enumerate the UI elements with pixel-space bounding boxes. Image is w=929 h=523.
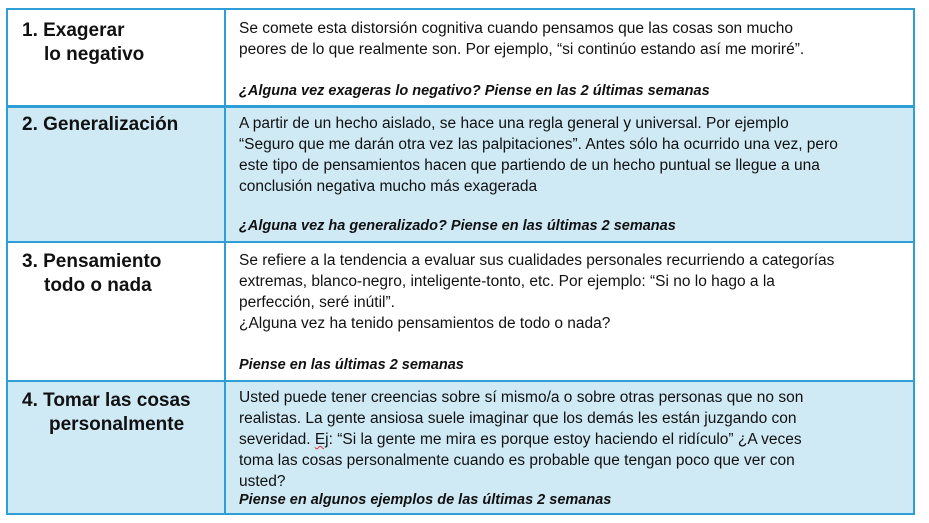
row-text-line: este tipo de pensamientos hacen que partiendo de un hecho puntual se llegue a una — [239, 157, 820, 174]
distortions-table — [6, 8, 915, 515]
row-text-line: “Seguro que me darán otra vez las palpitaciones”. Antes sólo ha ocurrido una vez, pero — [239, 136, 838, 153]
row-text-segment: : “Si la gente me mira es porque estoy haciendo el ridículo” ¿A veces — [328, 431, 802, 448]
table-row — [8, 10, 913, 108]
row-question: ¿Alguna vez ha generalizado? Piense en las últimas 2 semanas — [239, 218, 676, 234]
row-question: Piense en las últimas 2 semanas — [239, 357, 464, 373]
row-title: lo negativo — [44, 44, 145, 65]
row-text-line: extremas, blanco-negro, inteligente-tonto, etc. Por ejemplo: “Si no lo hago a la — [239, 273, 775, 290]
row-body-cell — [226, 382, 913, 513]
row-text-line — [239, 429, 802, 450]
row-question: ¿Alguna vez exageras lo negativo? Piense en las 2 últimas semanas — [239, 83, 710, 99]
row-text-line: toma las cosas personalmente cuando es probable que tengan poco que ver con — [239, 452, 795, 469]
row-text-line: usted? — [239, 473, 286, 490]
row-text-line: Se comete esta distorsión cognitiva cuando pensamos que las cosas son mucho — [239, 20, 794, 37]
row-text-line: A partir de un hecho aislado, se hace una regla general y universal. Por ejemplo — [239, 115, 789, 132]
row-title-cell — [8, 10, 226, 105]
row-text-line: ¿Alguna vez ha tenido pensamientos de todo o nada? — [239, 315, 611, 332]
row-text-line: perfección, seré inútil”. — [239, 294, 395, 311]
row-title: personalmente — [49, 414, 185, 435]
table-row — [8, 243, 913, 382]
row-text-line: realistas. La gente ansiosa suele imaginar que los demás les están juzgando con — [239, 410, 797, 427]
row-title-cell — [8, 108, 226, 241]
row-text-line: Se refiere a la tendencia a evaluar sus cualidades personales recurriendo a categorías — [239, 252, 835, 269]
row-question: Piense en algunos ejemplos de las últimas 2 semanas — [239, 492, 612, 508]
table-row — [8, 382, 913, 513]
row-title: 1. Exagerar — [22, 20, 125, 41]
row-title: 3. Pensamiento — [22, 251, 162, 272]
row-body-cell — [226, 243, 913, 380]
abbreviation-ej: Ej — [314, 431, 329, 448]
row-text-line: peores de lo que realmente son. Por ejemplo, “si continúo estando así me moriré”. — [239, 41, 805, 58]
table-row — [8, 108, 913, 243]
row-title: todo o nada — [44, 275, 152, 296]
row-body-cell — [226, 108, 913, 241]
row-title-cell — [8, 243, 226, 380]
row-text-segment: severidad. — [239, 431, 315, 448]
row-title-cell — [8, 382, 226, 513]
row-title: 4. Tomar las cosas — [22, 390, 191, 411]
row-title: 2. Generalización — [22, 114, 179, 135]
row-text-line: conclusión negativa mucho más exagerada — [239, 178, 538, 195]
row-text-line: Usted puede tener creencias sobre sí mismo/a o sobre otras personas que no son — [239, 389, 804, 406]
row-body-cell — [226, 10, 913, 105]
